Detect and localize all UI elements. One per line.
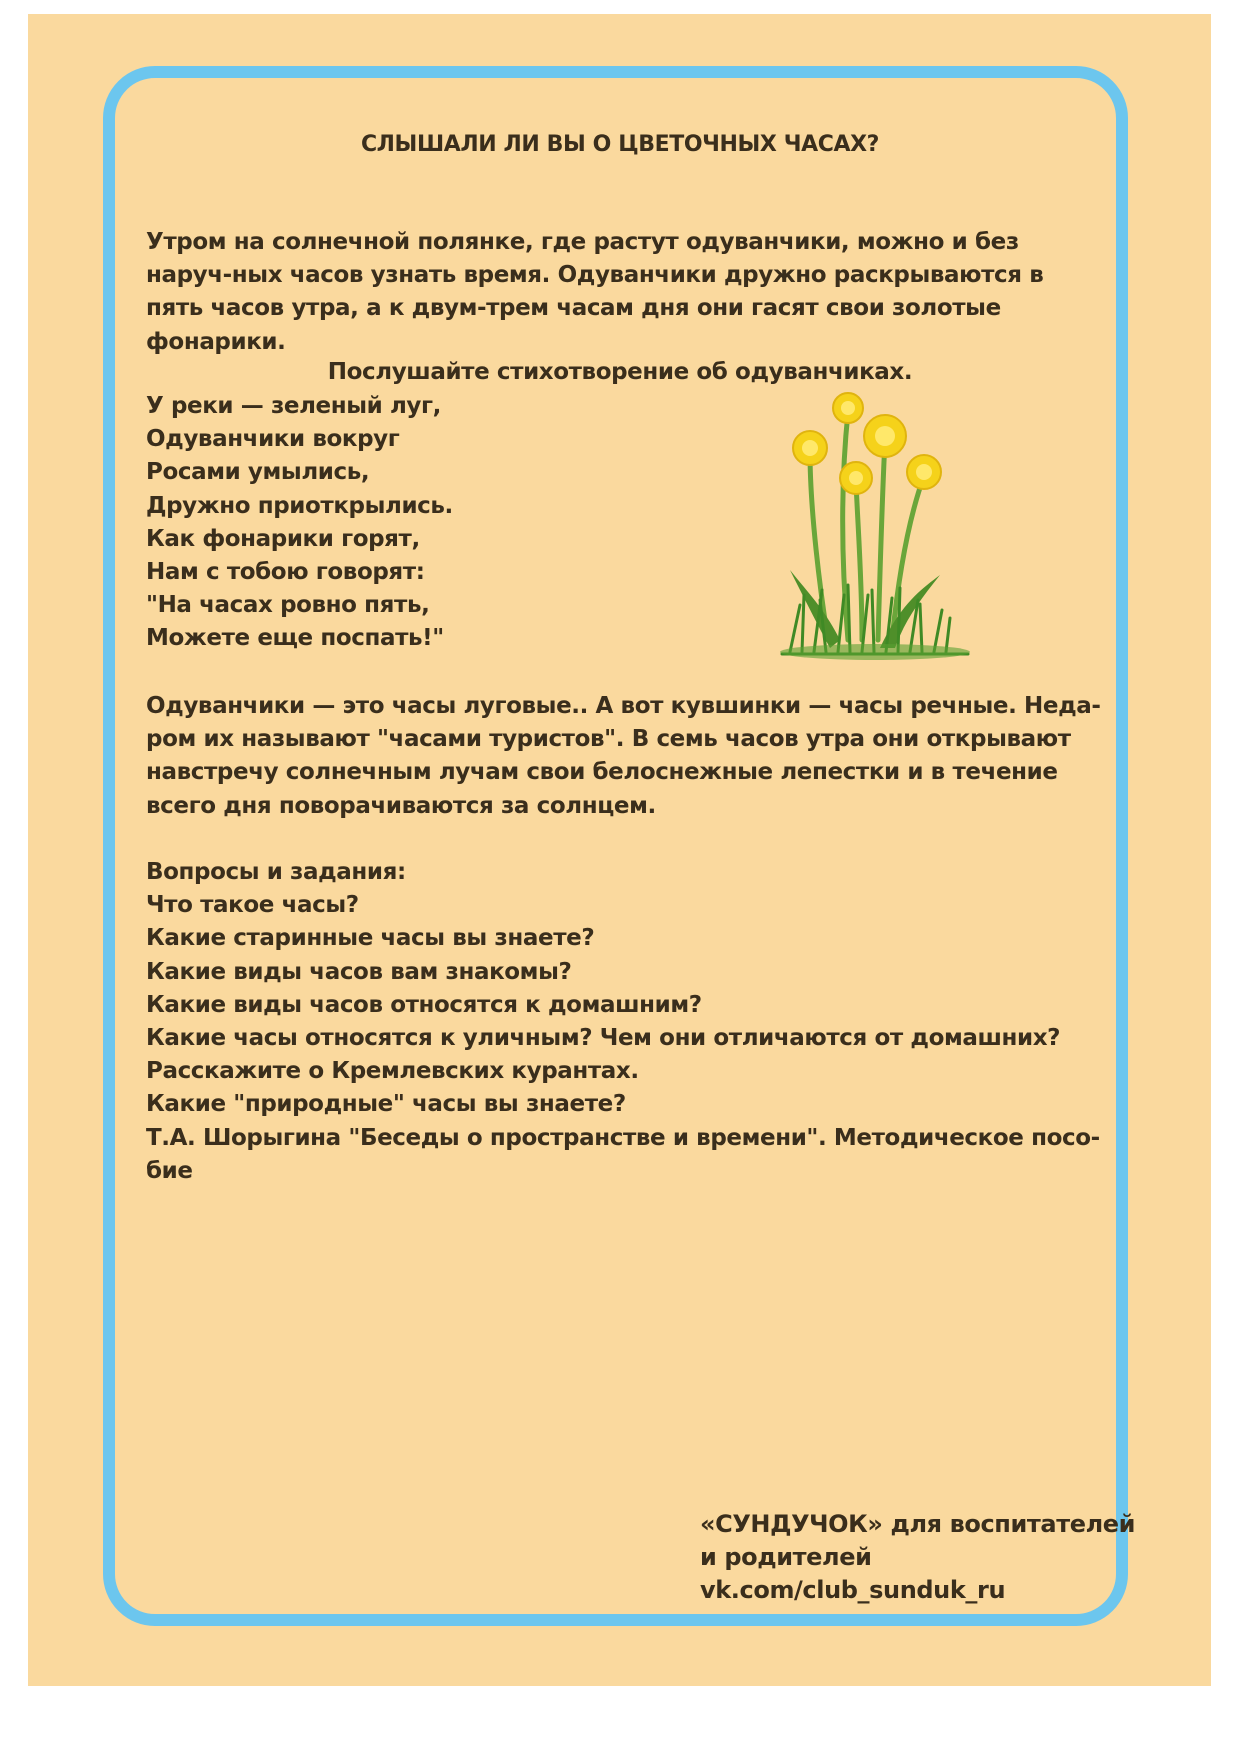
poem-line: Нам с тобою говорят: bbox=[146, 559, 425, 586]
footer-credit bbox=[700, 1508, 1136, 1607]
poem-line: Росами умылись, bbox=[146, 459, 370, 486]
poem-intro: Послушайте стихотворение об одуванчиках. bbox=[327, 359, 913, 385]
water-lily-paragraph: Одуванчики — это часы луговые.. А вот кувшинки — часы речные. Неда-ром их называют "часами туристов". В семь часов утра они открывают навстречу солнечным лучам свои белоснежные лепестки и в течение всего дня поворачиваются за солнцем. bbox=[146, 693, 1101, 819]
poem bbox=[146, 390, 746, 656]
question-item: Что такое часы? bbox=[146, 892, 359, 919]
poem-line: Как фонарики горят, bbox=[146, 525, 420, 552]
poem-line: Можете еще поспать!" bbox=[146, 625, 444, 652]
question-item: Какие "природные" часы вы знаете? bbox=[146, 1091, 626, 1118]
poem-line: У реки — зеленый луг, bbox=[146, 393, 441, 419]
questions-section bbox=[146, 856, 1106, 1188]
poem-line: Дружно приоткрылись. bbox=[146, 492, 453, 519]
question-item: Расскажите о Кремлевских курантах. bbox=[146, 1058, 639, 1085]
poem-line: "На часах ровно пять, bbox=[146, 592, 430, 619]
questions-heading: Вопросы и задания: bbox=[146, 859, 406, 885]
question-item: Какие виды часов относятся к домашним? bbox=[146, 991, 702, 1018]
intro-paragraph: Утром на солнечной полянке, где растут одуванчики, можно и без наруч-ных часов узнать время. Одуванчики дружно раскрываются в пять часов утра, а к двум-трем часам дня они гасят свои золотые фонарики. bbox=[146, 229, 1044, 355]
question-item: Какие старинные часы вы знаете? bbox=[146, 925, 595, 952]
question-item: Какие часы относятся к уличным? Чем они отличаются от домашних? bbox=[146, 1025, 1061, 1052]
poem-line: Одуванчики вокруг bbox=[146, 426, 400, 453]
footer-line: «СУНДУЧОК» для воспитателей bbox=[700, 1510, 1136, 1538]
footer-line: и родителей bbox=[700, 1543, 872, 1571]
page-title: СЛЫШАЛИ ЛИ ВЫ О ЦВЕТОЧНЫХ ЧАСАХ? bbox=[360, 132, 880, 157]
footer-link[interactable]: vk.com/club_sunduk_ru bbox=[700, 1576, 1006, 1604]
question-item: Какие виды часов вам знакомы? bbox=[146, 958, 572, 985]
source-citation: Т.А. Шорыгина "Беседы о пространстве и времени". Методическое посо-бие bbox=[146, 1124, 1100, 1184]
dandelion-bouquet-icon bbox=[770, 390, 980, 660]
